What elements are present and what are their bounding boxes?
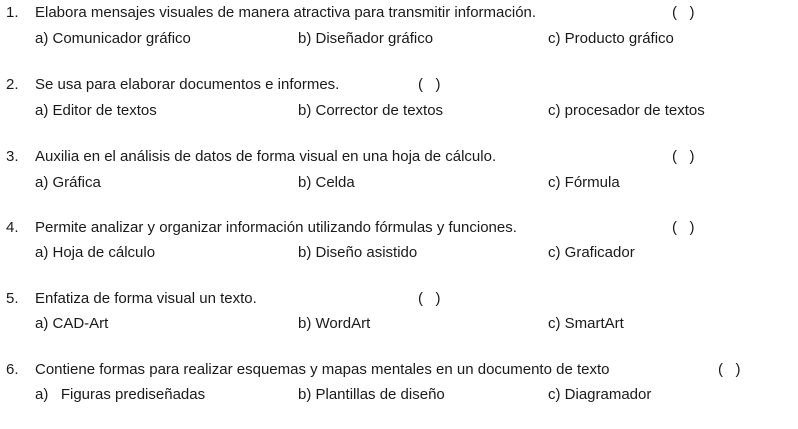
question-number: 1. — [6, 4, 19, 21]
option-b: b) Celda — [298, 174, 355, 191]
question-text: Se usa para elaborar documentos e informes. — [35, 76, 340, 93]
question-number: 2. — [6, 76, 19, 93]
question-number: 3. — [6, 148, 19, 165]
question-number: 4. — [6, 219, 19, 236]
option-c: c) SmartArt — [548, 315, 624, 332]
answer-blank[interactable]: ( ) — [418, 290, 441, 307]
option-c: c) Graficador — [548, 244, 635, 261]
answer-blank[interactable]: ( ) — [672, 219, 695, 236]
option-a: a) Hoja de cálculo — [35, 244, 156, 261]
answer-blank[interactable]: ( ) — [672, 4, 695, 21]
option-a: a) Editor de textos — [35, 102, 157, 119]
question-text: Permite analizar y organizar información utilizando fórmulas y funciones. — [35, 219, 517, 236]
question-text: Elabora mensajes visuales de manera atractiva para transmitir información. — [35, 4, 537, 21]
question-number: 6. — [6, 361, 19, 378]
answer-blank[interactable]: ( ) — [718, 361, 741, 378]
option-a: a) Gráfica — [35, 174, 101, 191]
option-b: b) WordArt — [298, 315, 371, 332]
question-number: 5. — [6, 290, 19, 307]
option-c: c) procesador de textos — [548, 102, 705, 119]
option-a: a) Comunicador gráfico — [35, 30, 191, 47]
option-b: b) Diseño asistido — [298, 244, 418, 261]
option-c: c) Producto gráfico — [548, 30, 674, 47]
option-c: c) Diagramador — [548, 386, 652, 403]
option-c: c) Fórmula — [548, 174, 620, 191]
answer-blank[interactable]: ( ) — [418, 76, 441, 93]
option-b: b) Diseñador gráfico — [298, 30, 434, 47]
question-text: Contiene formas para realizar esquemas y mapas mentales en un documento de texto — [35, 361, 610, 378]
question-text: Enfatiza de forma visual un texto. — [35, 290, 257, 307]
option-a: a) Figuras prediseñadas — [35, 386, 206, 403]
answer-blank[interactable]: ( ) — [672, 148, 695, 165]
option-b: b) Plantillas de diseño — [298, 386, 445, 403]
option-b: b) Corrector de textos — [298, 102, 444, 119]
question-text: Auxilia en el análisis de datos de forma visual en una hoja de cálculo. — [35, 148, 497, 165]
option-a: a) CAD-Art — [35, 315, 109, 332]
